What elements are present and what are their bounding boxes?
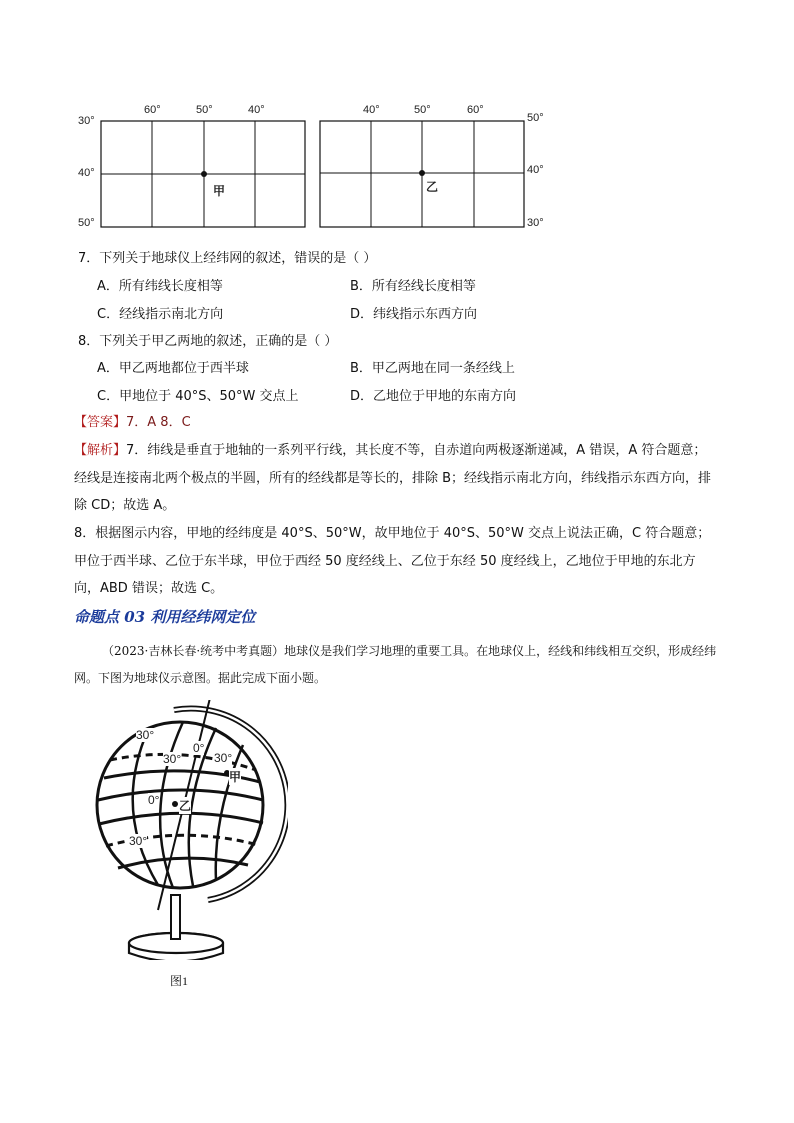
globe-label-30-top: 30° <box>136 728 155 742</box>
q7-option-b[interactable]: B．所有经线长度相等 <box>350 279 476 294</box>
point-jia <box>201 171 207 177</box>
globe-label-jia: 甲 <box>229 770 242 784</box>
globe-figure <box>88 700 288 1000</box>
point-yi <box>419 170 425 176</box>
point-yi-label: 乙 <box>426 180 439 194</box>
grid-right-side-label-1: 50° <box>527 112 544 124</box>
globe-label-0-eq: 0° <box>148 793 160 807</box>
globe-label-0-lon: 0° <box>193 741 205 755</box>
grid-right-top-label-1: 40° <box>363 104 380 116</box>
grid-left-top-label-3: 40° <box>248 104 265 116</box>
globe-label-yi: 乙 <box>179 799 192 813</box>
analysis-p1 <box>74 437 718 520</box>
q8-option-b[interactable]: B．甲乙两地在同一条经线上 <box>350 361 515 376</box>
section-title: 命题点 03 利用经纬网定位 <box>74 608 256 626</box>
grid-left-side-label-2: 40° <box>78 167 95 179</box>
grid-right-svg <box>318 100 558 235</box>
q7-option-a[interactable]: A．所有纬线长度相等 <box>97 279 223 294</box>
grid-right-top-label-3: 60° <box>467 104 484 116</box>
q8-option-c[interactable]: C．甲地位于 40°S、50°W 交点上 <box>97 389 299 404</box>
globe-caption: 图1 <box>170 974 189 988</box>
grid-left-side-label-3: 50° <box>78 217 95 229</box>
answer-tag: 【答案】 <box>74 415 127 430</box>
analysis-text-1: 7．纬线是垂直于地轴的一系列平行线，其长度不等，自赤道向两极逐渐递减，A 错误，A 符合题意；经线是连接南北两个极点的半圆，所有的经线都是等长的，排除 B；经线指示南北方向，纬线指示东西方向，排除 CD；故选 A。 <box>74 443 712 513</box>
grid-left-top-label-1: 60° <box>144 104 161 116</box>
globe-label-30-mid: 30° <box>163 752 182 766</box>
globe-label-30-bottom: 30° <box>129 834 148 848</box>
analysis-text-2: 8．根据图示内容，甲地的经纬度是 40°S、50°W，故甲地位于 40°S、50°W 交点上说法正确，C 符合题意；甲位于西半球、乙位于东半球，甲位于西经 50 度经线上、乙位于东经 50 度经线上，乙地位于甲地的东北方向，ABD 错误；故选 C。 <box>74 526 711 596</box>
grid-right-side-label-3: 30° <box>527 217 544 229</box>
grid-right-top-label-2: 50° <box>414 104 431 116</box>
analysis-p2 <box>74 520 718 603</box>
source-paragraph: （2023·吉林长春·统考中考真题）地球仪是我们学习地理的重要工具。在地球仪上，经线和纬线相互交织，形成经纬网。下图为地球仪示意图。据此完成下面小题。 <box>74 644 717 685</box>
q7-stem: 7．下列关于地球仪上经纬网的叙述，错误的是（ ） <box>78 251 377 266</box>
analysis-tag: 【解析】 <box>74 443 127 458</box>
globe-point-yi <box>172 801 178 807</box>
grid-left-top-label-2: 50° <box>196 104 213 116</box>
grid-right-side-label-2: 40° <box>527 164 544 176</box>
globe-label-30-lon: 30° <box>214 751 233 765</box>
q7-option-c[interactable]: C．经线指示南北方向 <box>97 307 224 322</box>
q8-stem: 8．下列关于甲乙两地的叙述，正确的是（ ） <box>78 334 338 349</box>
grid-left-svg <box>78 100 318 235</box>
grid-left-side-label-1: 30° <box>78 115 95 127</box>
point-jia-label: 甲 <box>213 184 226 198</box>
q8-option-d[interactable]: D．乙地位于甲地的东南方向 <box>350 389 517 404</box>
q8-option-a[interactable]: A．甲乙两地都位于西半球 <box>97 361 249 376</box>
answer-line <box>74 413 191 433</box>
globe-svg <box>88 700 288 960</box>
grid-figure-right <box>318 100 558 235</box>
grid-figure-left <box>78 100 318 235</box>
q7-option-d[interactable]: D．纬线指示东西方向 <box>350 307 478 322</box>
answer-text: 7．A 8．C <box>126 415 191 430</box>
